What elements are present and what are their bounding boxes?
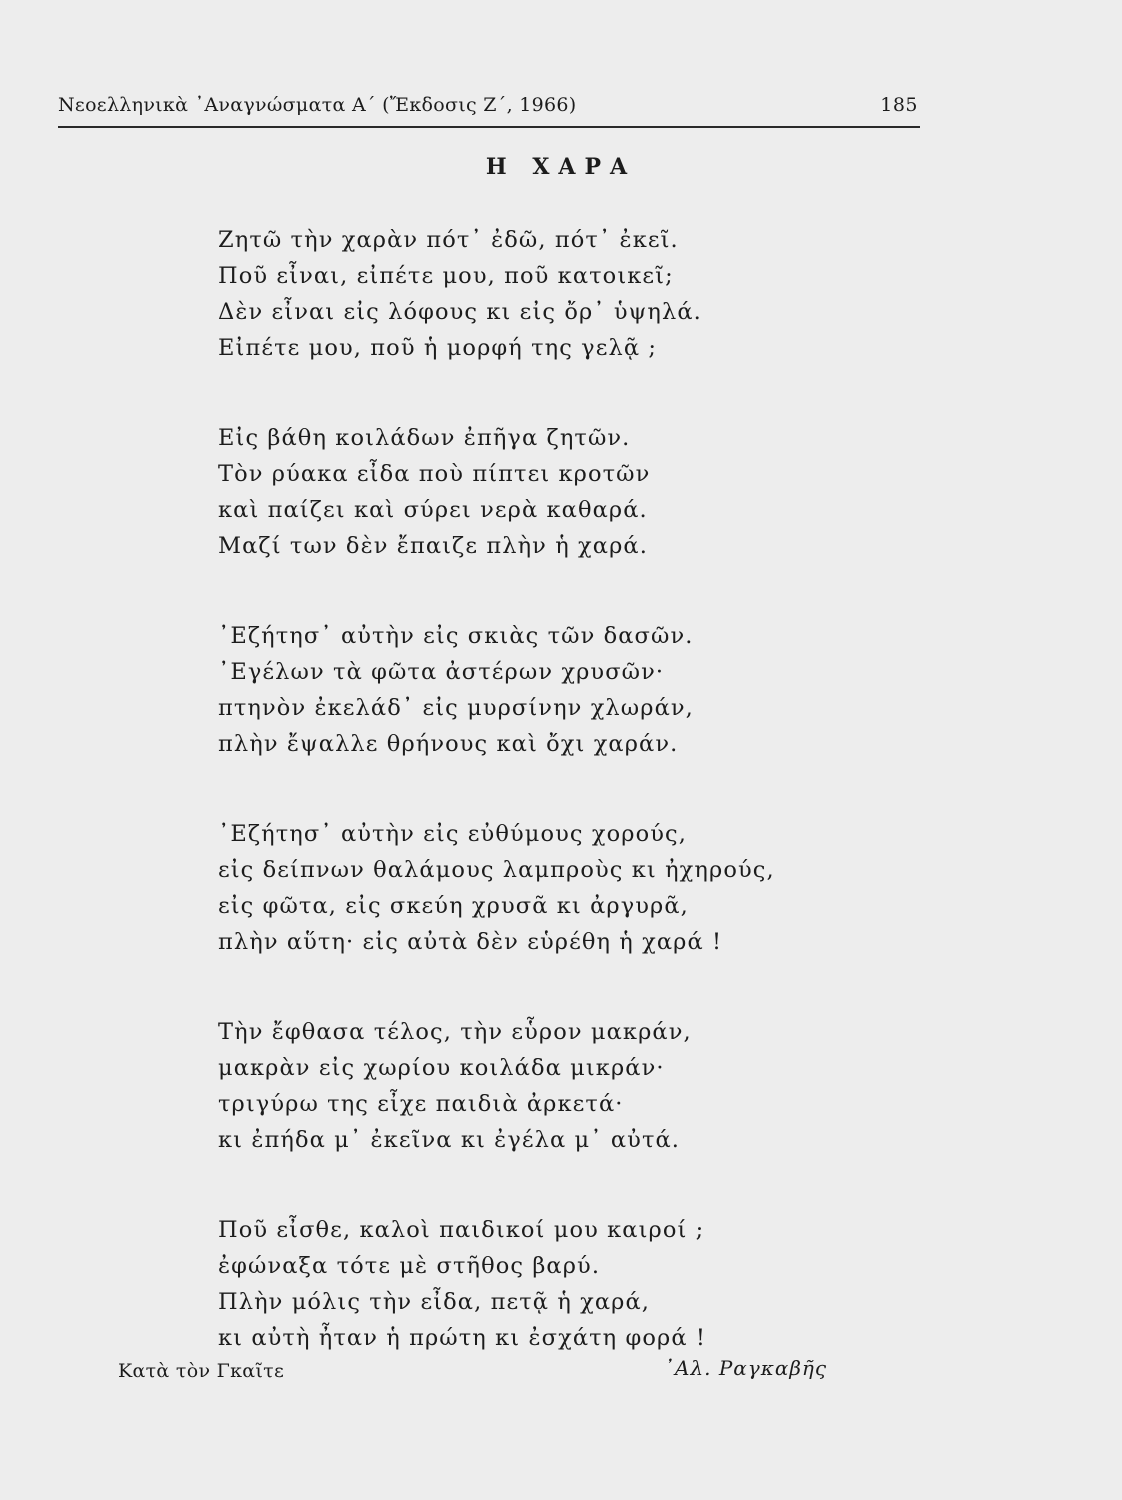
stanza (218, 816, 798, 960)
stanza (218, 618, 798, 762)
verse-line: Ποῦ εἶσθε, καλοὶ παιδικοί μου καιροί ; (218, 1217, 705, 1243)
book-title: Νεοελληνικὰ ᾿Αναγνώσματα Α΄ (Ἔκδοσις Ζ΄, 1966) (58, 94, 577, 116)
source-attribution: Κατὰ τὸν Γκαῖτε (118, 1360, 285, 1382)
verse-line: κι αὐτὴ ἦταν ἡ πρώτη κι ἐσχάτη φορά ! (218, 1325, 707, 1351)
verse-line: καὶ παίζει καὶ σύρει νερὰ καθαρά. (218, 497, 648, 523)
stanza (218, 1014, 798, 1158)
verse-line: κι ἐπήδα μ᾿ ἐκεῖνα κι ἐγέλα μ᾿ αὐτά. (218, 1127, 681, 1153)
verse-line: Μαζί των δὲν ἔπαιζε πλὴν ἡ χαρά. (218, 533, 648, 559)
verse-line: Τὴν ἔφθασα τέλος, τὴν εὗρον μακράν, (218, 1019, 692, 1045)
verse-line: εἰς δείπνων θαλάμους λαμπροὺς κι ἠχηρούς, (218, 857, 775, 883)
verse-line: τριγύρω της εἶχε παιδιὰ ἀρκετά· (218, 1091, 624, 1117)
verse-line: ᾿Εζήτησ᾿ αὐτὴν εἰς σκιὰς τῶν δασῶν. (218, 623, 694, 649)
verse-line: Δὲν εἶναι εἰς λόφους κι εἰς ὄρ᾿ ὑψηλά. (218, 299, 702, 325)
page-number: 185 (880, 94, 918, 116)
verse-line: Εἰπέτε μου, ποῦ ἡ μορφή της γελᾷ ; (218, 335, 658, 361)
verse-line: πτηνὸν ἐκελάδ᾿ εἰς μυρσίνην χλωράν, (218, 695, 694, 721)
verse-line: μακρὰν εἰς χωρίου κοιλάδα μικράν· (218, 1055, 665, 1081)
verse-line: εἰς φῶτα, εἰς σκεύη χρυσᾶ κι ἀργυρᾶ, (218, 893, 689, 919)
verse-line: Πλὴν μόλις τὴν εἶδα, πετᾷ ἡ χαρά, (218, 1289, 651, 1315)
verse-line: πλὴν ἔψαλλε θρήνους καὶ ὄχι χαράν. (218, 731, 679, 757)
verse-line: ᾿Εζήτησ᾿ αὐτὴν εἰς εὐθύμους χορούς, (218, 821, 687, 847)
verse-line: Ποῦ εἶναι, εἰπέτε μου, ποῦ κατοικεῖ; (218, 263, 674, 289)
verse-line: Εἰς βάθη κοιλάδων ἐπῆγα ζητῶν. (218, 425, 631, 451)
author-name: ᾿Αλ. Ραγκαβῆς (664, 1356, 828, 1380)
verse-line: Ζητῶ τὴν χαρὰν πότ᾿ ἐδῶ, πότ᾿ ἐκεῖ. (218, 227, 679, 253)
verse-line: ᾿Εγέλων τὰ φῶτα ἀστέρων χρυσῶν· (218, 659, 665, 685)
poem-title: Η ΧΑΡΑ (485, 154, 637, 180)
verse-line: Τὸν ρύακα εἶδα ποὺ πίπτει κροτῶν (218, 461, 651, 487)
stanza (218, 420, 798, 564)
verse-line: ἐφώναξα τότε μὲ στῆθος βαρύ. (218, 1253, 601, 1279)
poem-body (218, 222, 798, 1410)
verse-line: πλὴν αὕτη· εἰς αὐτὰ δὲν εὑρέθη ἡ χαρά ! (218, 929, 723, 955)
stanza (218, 1212, 798, 1356)
running-head (58, 90, 920, 128)
stanza (218, 222, 798, 366)
